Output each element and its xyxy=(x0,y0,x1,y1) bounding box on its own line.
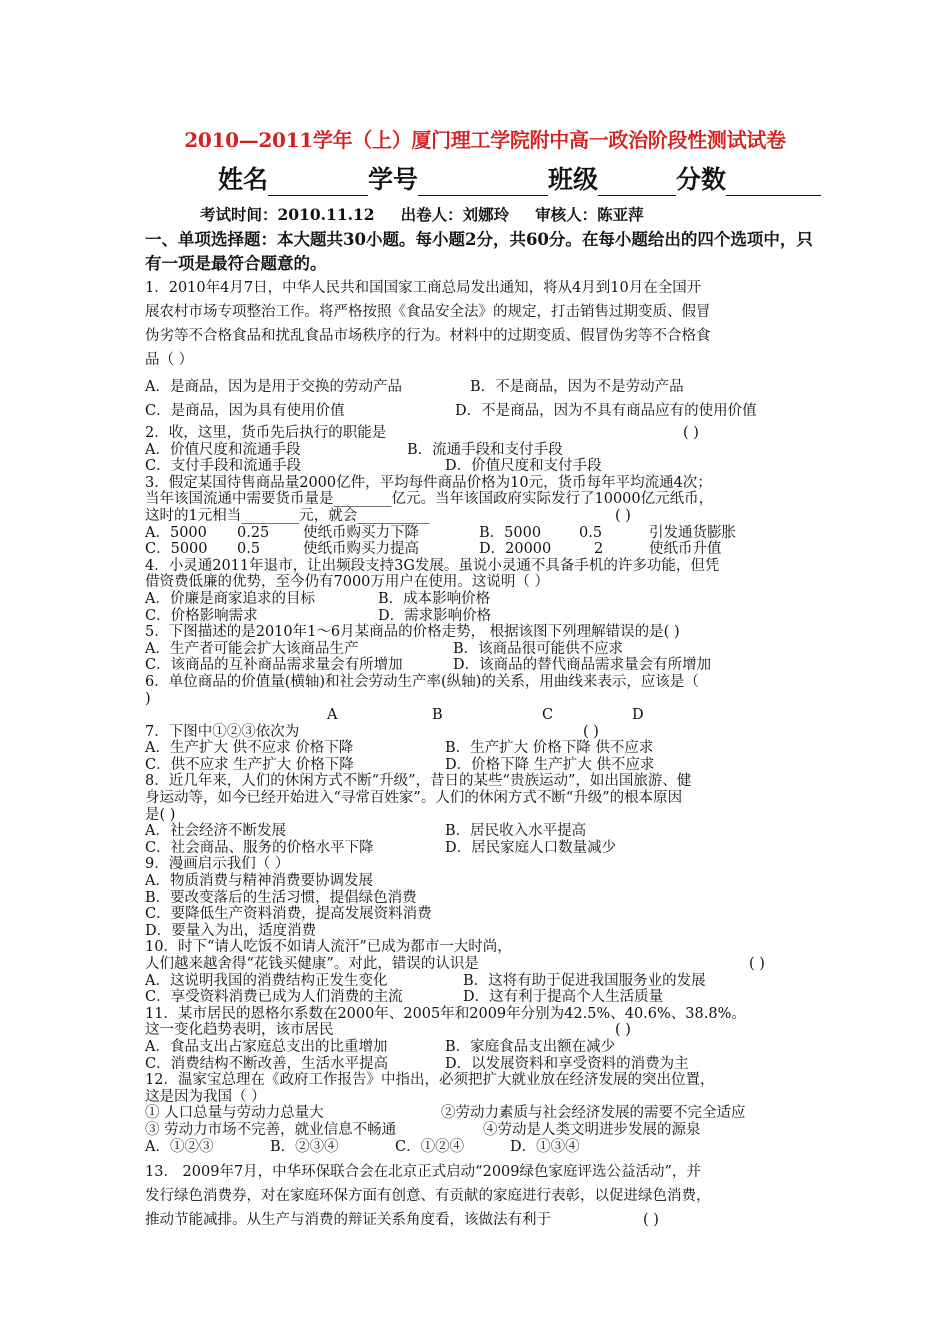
q7-option-d[interactable]: D．价格下降 生产扩大 供不应求 xyxy=(445,756,655,773)
student-id-label: 学号 xyxy=(368,165,419,194)
q3-option-row-2 xyxy=(145,541,825,558)
q8-option-b[interactable]: B．居民收入水平提高 xyxy=(445,823,587,840)
q9-option-b[interactable]: B．要改变落后的生活习惯，提倡绿色消费 xyxy=(145,889,417,906)
q10-answer-paren[interactable]: ( ) xyxy=(749,956,765,972)
q3-b-col2: 0.5 xyxy=(579,524,603,541)
q4-line-2: 借资费低廉的优势，至今仍有7000万用户在使用。这说明（ ） xyxy=(145,574,550,591)
q10-option-d[interactable]: D．这有利于提高个人生活质量 xyxy=(463,989,664,1006)
class-label: 班级 xyxy=(548,165,599,194)
q3-line-2: 当年该国流通中需要货币量是________亿元。当年该国政府实际发行了10000亿元纸币， xyxy=(145,491,714,508)
q7-option-a[interactable]: A．生产扩大 供不应求 价格下降 xyxy=(145,740,354,757)
student-info-bar xyxy=(218,160,828,194)
q1-option-b[interactable]: B．不是商品，因为不是劳动产品 xyxy=(470,379,684,395)
q5-stem: 5．下图描述的是2010年1～6月某商品的价格走势， 根据该图下列理解错误的是( ) xyxy=(145,624,680,641)
q2-option-b[interactable]: B．流通手段和支付手段 xyxy=(407,441,563,458)
q6-line-2: ) xyxy=(145,690,151,707)
q3-line-1: 3．假定某国待售商品量2000亿件，平均每件商品价格为10元，货币每年平均流通4次； xyxy=(145,474,712,491)
q12-item-3: ③ 劳动力市场不完善，就业信息不畅通 xyxy=(145,1121,397,1138)
q1-line-4: 品（ ） xyxy=(145,352,194,368)
q7-option-b[interactable]: B．生产扩大 价格下降 供不应求 xyxy=(445,740,654,757)
q3-c-col3: 使纸币购买力提高 xyxy=(303,541,419,558)
q5-option-b[interactable]: B．该商品很可能供不应求 xyxy=(453,640,624,657)
exam-meta xyxy=(200,203,670,225)
q8-option-a[interactable]: A．社会经济不断发展 xyxy=(145,823,286,840)
q2-option-a[interactable]: A．价值尺度和流通手段 xyxy=(145,441,301,458)
q1-option-d[interactable]: D．不是商品，因为不具有商品应有的使用价值 xyxy=(455,403,757,419)
q4-option-c[interactable]: C．价格影响需求 xyxy=(145,607,258,624)
section-heading: 一、单项选择题：本大题共30小题。每小题2分，共60分。在每小题给出的四个选项中，只有一项是最符合题意的。 xyxy=(145,230,813,273)
q4-option-b[interactable]: B．成本影响价格 xyxy=(378,590,491,607)
exam-time: 考试时间：2010.11.12 xyxy=(200,205,375,224)
q12-item-2: ②劳动力素质与社会经济发展的需要不完全适应 xyxy=(441,1105,746,1122)
q1-option-c[interactable]: C．是商品，因为具有使用价值 xyxy=(145,403,345,419)
q5-option-d[interactable]: D．该商品的替代商品需求量会有所增加 xyxy=(453,657,712,674)
q4-option-d[interactable]: D．需求影响价格 xyxy=(378,607,492,624)
q10-line-1: 10．时下“请人吃饭不如请人流汗”已成为都市一大时尚， xyxy=(145,939,512,956)
q6-figure-a[interactable]: A xyxy=(327,707,338,724)
q1-line-3: 伪劣等不合格食品和扰乱食品市场秩序的行为。材料中的过期变质、假冒伪劣等不合格食 xyxy=(145,328,711,344)
question-13 xyxy=(145,1160,825,1232)
student-id-field[interactable] xyxy=(418,173,548,196)
exam-reviewer: 审核人：陈亚萍 xyxy=(535,205,644,224)
q3-a-col3: 使纸币购买力下降 xyxy=(303,524,419,541)
q3-d-col3: 使纸币升值 xyxy=(649,541,722,558)
q12-option-c[interactable]: C．①②④ xyxy=(395,1138,465,1155)
q3-b-col3: 引发通货膨胀 xyxy=(649,524,736,541)
q3-b-col1[interactable]: B．5000 xyxy=(479,524,542,541)
q3-option-row-1 xyxy=(145,525,825,542)
q12-option-a[interactable]: A．①②③ xyxy=(145,1138,214,1155)
q5-option-c[interactable]: C．该商品的互补商品需求量会有所增加 xyxy=(145,657,403,674)
q10-option-a[interactable]: A．这说明我国的消费结构正发生变化 xyxy=(145,972,388,989)
q5-option-a[interactable]: A．生产者可能会扩大该商品生产 xyxy=(145,640,359,657)
q3-d-col1[interactable]: D．20000 xyxy=(479,541,552,558)
q7-option-c[interactable]: C．供不应求 生产扩大 价格下降 xyxy=(145,756,354,773)
q10-option-b[interactable]: B．这将有助于促进我国服务业的发展 xyxy=(463,972,706,989)
q9-stem: 9．漫画启示我们（ ） xyxy=(145,856,290,873)
q13-line-3: 推动节能减排。从生产与消费的辩证关系角度看，该做法有利于 xyxy=(145,1212,551,1228)
q10-option-c[interactable]: C．享受资料消费已成为人们消费的主流 xyxy=(145,989,403,1006)
q9-option-a[interactable]: A．物质消费与精神消费要协调发展 xyxy=(145,873,373,890)
q12-option-d[interactable]: D．①③④ xyxy=(510,1138,580,1155)
q6-figure-b[interactable]: B xyxy=(432,707,443,724)
class-field[interactable] xyxy=(598,173,676,196)
q10-line-2: 人们越来越舍得“花钱买健康”。对此，错误的认识是 xyxy=(145,956,479,972)
q8-option-c[interactable]: C．社会商品、服务的价格水平下降 xyxy=(145,839,374,856)
exam-author: 出卷人：刘娜玲 xyxy=(400,205,510,224)
q4-option-a[interactable]: A．价廉是商家追求的目标 xyxy=(145,590,315,607)
q1-line-2: 展农村市场专项整治工作。将严格按照《食品安全法》的规定，打击销售过期变质、假冒 xyxy=(145,304,711,320)
q3-a-col1[interactable]: A．5000 xyxy=(145,524,207,541)
q2-stem: 2．收，这里，货币先后执行的职能是 xyxy=(145,425,387,441)
q13-line-1: 13． 2009年7月，中华环保联合会在北京正式启动“2009绿色家庭评选公益活动”，并 xyxy=(145,1164,701,1180)
q11-option-c[interactable]: C．消费结构不断改善，生活水平提高 xyxy=(145,1055,389,1072)
q1-option-a[interactable]: A．是商品，因为是用于交换的劳动产品 xyxy=(145,379,402,395)
q8-line-2: 身运动等，如今已经开始进入“寻常百姓家”。人们的休闲方式不断“升级”的根本原因 xyxy=(145,790,683,807)
q11-line-1: 11．某市居民的恩格尔系数在2000年、2005年和2009年分别为42.5%、40.6%、38.8%。 xyxy=(145,1005,746,1022)
q12-item-1: ① 人口总量与劳动力总量大 xyxy=(145,1105,324,1122)
q11-answer-paren[interactable]: ( ) xyxy=(615,1022,631,1039)
q12-line-2: 这是因为我国（ ） xyxy=(145,1088,266,1105)
q9-option-d[interactable]: D．要量入为出，适度消费 xyxy=(145,922,317,939)
q3-line-3: 这时的1元相当________元，就会__________ xyxy=(145,507,430,524)
exam-title: 2010—2011学年（上）厦门理工学院附中高一政治阶段性测试试卷 xyxy=(184,128,786,152)
q11-line-2: 这一变化趋势表明，该市居民 xyxy=(145,1022,334,1039)
q1-line-1: 1．2010年4月7日，中华人民共和国国家工商总局发出通知，将从4月到10月在全国开 xyxy=(145,280,702,296)
q8-line-3: 是( ) xyxy=(145,806,176,823)
q3-c-col1[interactable]: C．5000 xyxy=(145,541,208,558)
q6-figure-c[interactable]: C xyxy=(542,707,554,724)
q9-option-c[interactable]: C．要降低生产资料消费，提高发展资料消费 xyxy=(145,906,432,923)
score-label: 分数 xyxy=(676,165,727,194)
q6-figure-labels xyxy=(145,707,825,724)
q3-answer-paren[interactable]: ( ) xyxy=(615,507,631,524)
q11-option-a[interactable]: A．食品支出占家庭总支出的比重增加 xyxy=(145,1038,388,1055)
q6-figure-d[interactable]: D xyxy=(632,707,644,724)
name-label: 姓名 xyxy=(218,165,269,194)
q13-line-2: 发行绿色消费券，对在家庭环保方面有创意、有贡献的家庭进行表彰，以促进绿色消费， xyxy=(145,1188,711,1204)
question-block xyxy=(145,425,825,1155)
q2-option-d[interactable]: D．价值尺度和支付手段 xyxy=(445,458,602,475)
q12-option-b[interactable]: B．②③④ xyxy=(270,1138,339,1155)
question-1 xyxy=(145,276,825,423)
q3-d-col2: 2 xyxy=(594,541,604,558)
name-field[interactable] xyxy=(268,173,368,196)
q2-answer-paren[interactable]: ( ) xyxy=(683,425,699,441)
q7-answer-paren[interactable]: ( ) xyxy=(583,723,599,740)
q3-a-col2: 0.25 xyxy=(237,524,270,541)
q12-item-4: ④劳动是人类文明进步发展的源泉 xyxy=(483,1121,701,1138)
q7-stem: 7．下图中①②③依次为 xyxy=(145,723,300,740)
q6-line-1: 6．单位商品的价值量(横轴)和社会劳动生产率(纵轴)的关系，用曲线来表示，应该是（ xyxy=(145,673,699,690)
q11-option-d[interactable]: D．以发展资料和享受资料的消费为主 xyxy=(445,1055,689,1072)
score-field[interactable] xyxy=(726,173,821,196)
q8-option-d[interactable]: D．居民家庭人口数量减少 xyxy=(445,839,617,856)
q8-line-1: 8．近几年来，人们的休闲方式不断“升级”，昔日的某些“贵族运动”，如出国旅游、健 xyxy=(145,773,692,790)
q12-line-1: 12．温家宝总理在《政府工作报告》中指出，必须把扩大就业放在经济发展的突出位置， xyxy=(145,1072,715,1089)
q11-option-b[interactable]: B．家庭食品支出额在减少 xyxy=(445,1038,616,1055)
q2-option-c[interactable]: C．支付手段和流通手段 xyxy=(145,458,302,475)
q13-answer-paren[interactable]: ( ) xyxy=(643,1212,659,1228)
q3-c-col2: 0.5 xyxy=(237,541,261,558)
q4-line-1: 4．小灵通2011年退市，让出频段支持3G发展。虽说小灵通不具备手机的许多功能，但凭 xyxy=(145,557,720,574)
